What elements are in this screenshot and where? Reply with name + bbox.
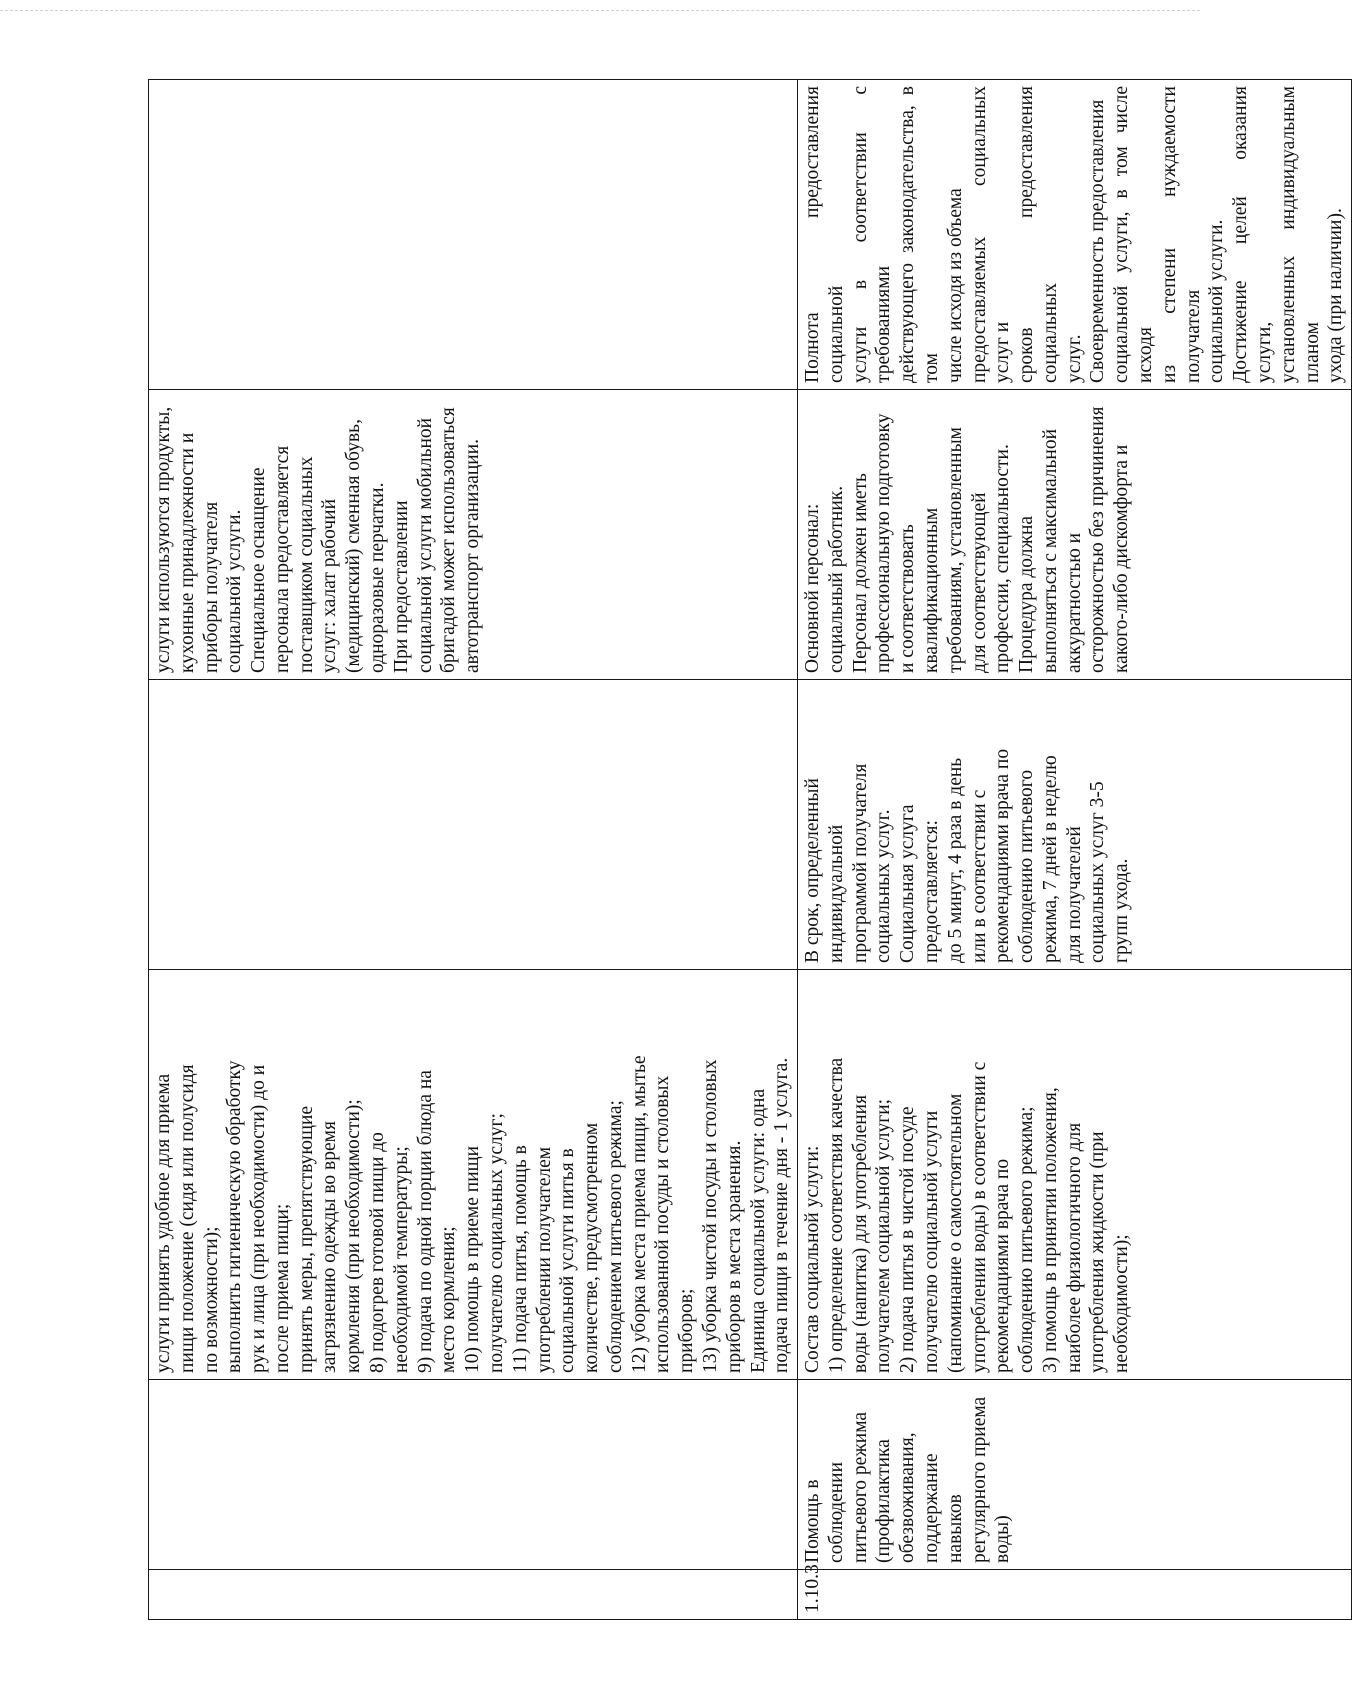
text-line: обезвоживания,: [897, 1432, 919, 1563]
text-line: для соответствующей: [968, 492, 990, 673]
text-line: принять меры, препятствующие: [295, 1105, 317, 1373]
text-line: Социальная услуга: [897, 804, 919, 963]
text-line: кухонные принадлежности и: [176, 432, 198, 673]
cell-service-name: [798, 1380, 1352, 1570]
text-line: социальной услуги.: [1206, 219, 1228, 383]
text-line: 13) уборка чистой посуды и столовых: [699, 1059, 721, 1373]
text-line: соблюдению питьевого режима;: [1016, 1106, 1038, 1373]
services-table: [148, 79, 1352, 1620]
text-line: по возможности);: [200, 1226, 222, 1373]
text-line: действующего законодательства, в том: [897, 86, 942, 383]
cell-composition: [798, 970, 1352, 1380]
text-line: употребления жидкости (при: [1087, 1131, 1109, 1373]
text-line: какого-либо дискомфорта и: [1111, 444, 1133, 673]
text-line: предоставляемых социальных услуг и: [968, 86, 1014, 383]
text-line: рук и лица (при необходимости) до и: [248, 1064, 270, 1373]
text-line: получателю социальных услуг;: [485, 1113, 507, 1373]
text-line: Состав социальной услуги:: [802, 1145, 824, 1373]
text-line: социальных услуг.: [873, 809, 895, 963]
text-line: услуги принять удобное для приема: [153, 1073, 174, 1373]
text-line: получателем социальной услуги;: [873, 1098, 895, 1373]
text-line: аккуратностью и: [1063, 532, 1085, 673]
text-line: 9) подача по одной порции блюда на: [414, 1070, 436, 1373]
text-line: В срок, определенный: [802, 778, 824, 963]
cell-number: [149, 1570, 798, 1620]
text-line: социальной услуги мобильной: [414, 417, 436, 673]
text-line: сроков предоставления социальных: [1016, 86, 1061, 383]
text-line: одноразовые перчатки.: [367, 482, 389, 673]
text-line: поддержание: [921, 1453, 942, 1563]
text-line: питьевого режима: [849, 1411, 871, 1563]
text-line: 10) помощь в приеме пищи: [462, 1145, 484, 1373]
text-line: Полнота предоставления социальной: [802, 86, 847, 383]
cell-service-name: [149, 1380, 798, 1570]
text-line: (напоминание о самостоятельном: [944, 1093, 966, 1373]
text-line: выполняться с максимальной: [1039, 428, 1061, 673]
text-line: воды (напитка) для употребления: [849, 1094, 871, 1373]
text-line: программой получателя: [849, 763, 871, 963]
text-line: услуги используются продукты,: [153, 406, 174, 673]
cell-conditions: [798, 390, 1352, 680]
text-line: При предоставлении: [390, 500, 412, 673]
text-line: пищи положение (сидя или полусидя: [176, 1064, 198, 1373]
text-line: квалификационным: [921, 507, 942, 673]
text-line: загрязнению одежды во время: [319, 1121, 341, 1373]
text-line: количестве, предусмотренном: [581, 1122, 603, 1373]
table-row-continuation: [149, 80, 798, 1620]
text-line: персонала предоставляется: [271, 445, 293, 673]
text-line: соблюдением питьевого режима;: [604, 1100, 626, 1373]
text-line: соблюдении: [825, 1461, 847, 1563]
text-line: приборов в места хранения.: [723, 1140, 745, 1373]
table-row-1-10-3: [798, 80, 1352, 1620]
text-line: употреблении воды) в соответствии с: [968, 1061, 990, 1373]
text-line: социальных услуг 3-5: [1087, 781, 1109, 963]
text-line: (медицинский) сменная обувь,: [343, 419, 365, 673]
text-line: социальный работник.: [825, 485, 847, 673]
cell-number: 1.10.3: [798, 1570, 1352, 1620]
text-line: профессии, специальности.: [992, 444, 1014, 673]
text-line: выполнить гигиеническую обработку: [224, 1060, 246, 1373]
text-line: Основной персонал:: [802, 503, 824, 673]
text-line: или в соответствии с: [968, 789, 990, 963]
text-line: место кормления;: [438, 1226, 460, 1373]
text-line: необходимой температуры;: [390, 1146, 412, 1373]
text-line: получателю социальной услуги: [921, 1110, 942, 1373]
text-line: установленных индивидуальным планом: [1277, 86, 1323, 383]
text-line: Помощь в: [802, 1479, 824, 1563]
text-line: наиболее физиологичного для: [1063, 1122, 1085, 1373]
text-line: 11) подача питья, помощь в: [509, 1145, 531, 1373]
cell-quality: [798, 80, 1352, 390]
text-line: навыков: [944, 1494, 966, 1563]
text-line: 12) уборка места приема пищи, мытье: [628, 1055, 650, 1373]
text-line: услуг.: [1063, 334, 1085, 383]
text-line: использованной посуды и столовых: [652, 1075, 674, 1373]
text-line: кормления (при необходимости);: [343, 1099, 365, 1373]
text-line: и соответствовать: [897, 524, 919, 673]
text-line: подача пищи в течение дня - 1 услуга.: [771, 1057, 793, 1373]
text-line: соблюдению питьевого: [1016, 769, 1038, 963]
text-line: услуги в соответствии с требованиями: [849, 86, 895, 383]
text-line: бригадой может использоваться: [438, 407, 460, 673]
text-line: индивидуальной: [825, 824, 847, 963]
text-line: Своевременность предоставления: [1087, 99, 1109, 383]
text-line: Процедура должна: [1016, 515, 1038, 673]
text-line: из степени нуждаемости получателя: [1158, 86, 1204, 383]
text-line: приборов;: [676, 1288, 698, 1373]
text-line: 8) подогрев готовой пищи до: [367, 1132, 389, 1373]
page-top-rule: [0, 10, 1200, 11]
cell-quality: [149, 80, 798, 390]
text-line: социальной услуги, в том числе исходя: [1111, 86, 1157, 383]
text-line: поставщиком социальных: [295, 456, 317, 673]
text-line: (профилактика: [873, 1439, 895, 1563]
text-line: социальной услуги.: [224, 509, 246, 673]
text-line: ухода (при наличии).: [1325, 208, 1347, 383]
text-line: рекомендациями врача по: [992, 748, 1014, 963]
text-line: предоставляется:: [921, 820, 942, 963]
text-line: Специальное оснащение: [248, 467, 270, 673]
text-line: после приема пищи;: [271, 1203, 293, 1373]
text-line: социальной услуги питья в: [557, 1148, 579, 1373]
text-line: для получателей: [1063, 826, 1085, 963]
text-line: услуг: халат рабочий: [319, 498, 341, 673]
text-line: Достижение целей оказания услуги,: [1230, 86, 1275, 383]
cell-composition: [149, 970, 798, 1380]
text-line: групп ухода.: [1111, 858, 1133, 963]
text-line: употреблении получателем: [533, 1146, 555, 1373]
text-line: 3) помощь в принятии положения,: [1039, 1087, 1061, 1373]
text-line: приборы получателя: [200, 501, 222, 673]
text-line: Единица социальной услуги: одна: [747, 1088, 769, 1373]
text-line: числе исходя из объема: [944, 188, 966, 383]
cell-terms: [149, 680, 798, 970]
text-line: воды): [992, 1515, 1014, 1563]
text-line: Персонал должен иметь: [849, 473, 871, 673]
text-line: регулярного приема: [968, 1396, 990, 1563]
text-line: до 5 минут, 4 раза в день: [944, 757, 966, 963]
cell-terms: [798, 680, 1352, 970]
text-line: требованиям, установленным: [944, 426, 966, 673]
text-line: осторожностью без причинения: [1087, 406, 1109, 673]
text-line: 2) подача питья в чистой посуде: [897, 1106, 919, 1373]
text-line: 1) определение соответствия качества: [825, 1057, 847, 1373]
text-line: рекомендациями врача по: [992, 1158, 1014, 1373]
text-line: профессиональную подготовку: [873, 413, 895, 673]
text-line: автотранспорт организации.: [462, 438, 484, 673]
text-line: режима, 7 дней в неделю: [1039, 755, 1061, 963]
text-line: необходимости);: [1111, 1234, 1133, 1373]
cell-conditions: [149, 390, 798, 680]
rotated-page-content: [148, 80, 1347, 1620]
